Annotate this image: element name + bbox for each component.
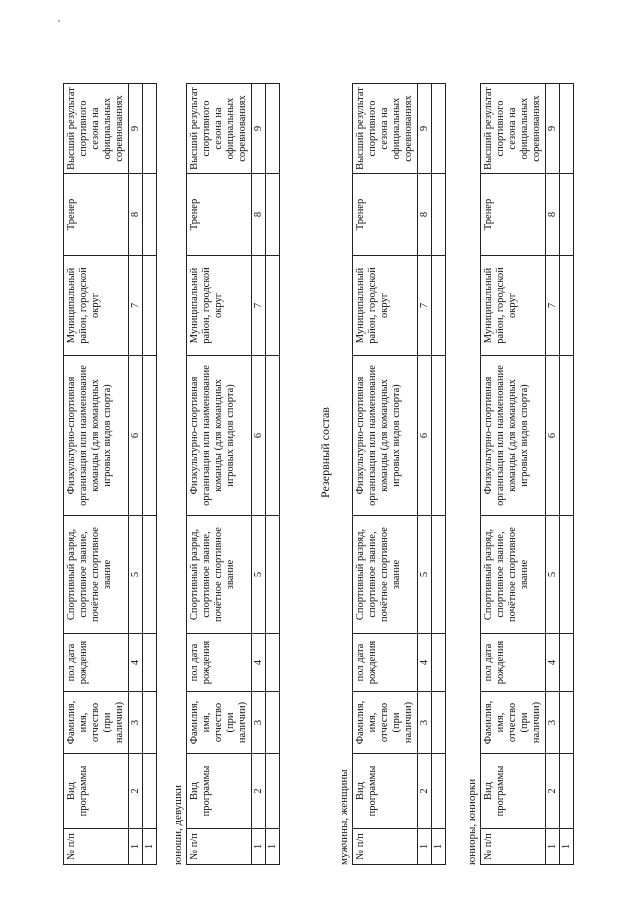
column-number-row <box>252 84 266 865</box>
header-cell: Муниципальный район, городской округ <box>353 256 418 356</box>
header-cell: Тренер <box>481 174 546 256</box>
header-cell: Спортивный разряд, спортивное звание, почётное спортивное звание <box>64 516 129 634</box>
row-index: 1 <box>432 829 446 865</box>
column-number: 9 <box>252 84 266 174</box>
header-cell: № п/п <box>187 829 252 865</box>
header-cell: № п/п <box>64 829 129 865</box>
header-row <box>64 84 129 865</box>
column-number: 1 <box>546 829 560 865</box>
header-cell: пол дата рождения <box>64 634 129 692</box>
row-index: 1 <box>560 829 574 865</box>
header-cell: пол дата рождения <box>353 634 418 692</box>
column-number: 5 <box>546 516 560 634</box>
header-cell: Тренер <box>187 174 252 256</box>
table-juniors-girls <box>186 83 280 865</box>
column-number: 6 <box>129 356 143 516</box>
column-number: 2 <box>129 754 143 829</box>
header-cell: пол дата рождения <box>481 634 546 692</box>
column-number: 5 <box>418 516 432 634</box>
header-cell: Спортивный разряд, спортивное звание, почётное спортивное звание <box>187 516 252 634</box>
header-cell: Физкультурно-спортивная организация или наименование команды (для командных игровых видов спорта) <box>481 356 546 516</box>
column-number: 6 <box>418 356 432 516</box>
header-cell: Спортивный разряд, спортивное звание, почётное спортивное звание <box>481 516 546 634</box>
column-number: 1 <box>418 829 432 865</box>
header-cell: Высший результат спортивного сезона на официальных соревнованиях <box>64 84 129 174</box>
header-cell: Фамилия, имя, отчество (при наличии) <box>187 692 252 754</box>
column-number: 8 <box>418 174 432 256</box>
header-cell: Фамилия, имя, отчество (при наличии) <box>353 692 418 754</box>
column-number: 2 <box>418 754 432 829</box>
column-number: 6 <box>252 356 266 516</box>
caption-juniors-girls: юноши, девушки <box>172 785 184 865</box>
column-number: 8 <box>546 174 560 256</box>
column-number-row <box>129 84 143 865</box>
header-cell: Вид программы <box>353 754 418 829</box>
row-index: 1 <box>143 829 157 865</box>
header-cell: Муниципальный район, городской округ <box>187 256 252 356</box>
column-number: 7 <box>546 256 560 356</box>
table-row <box>560 84 574 865</box>
header-cell: Физкультурно-спортивная организация или наименование команды (для командных игровых видов спорта) <box>187 356 252 516</box>
caption-juniors-men-women: юниоры, юниорки <box>466 778 478 865</box>
header-cell: Высший результат спортивного сезона на официальных соревнованиях <box>187 84 252 174</box>
column-number-row <box>546 84 560 865</box>
column-number: 4 <box>129 634 143 692</box>
column-number: 4 <box>418 634 432 692</box>
header-cell: Тренер <box>353 174 418 256</box>
column-number: 5 <box>129 516 143 634</box>
caption-men-women: мужчины, женщины <box>338 769 350 865</box>
header-cell: Тренер <box>64 174 129 256</box>
column-number: 9 <box>546 84 560 174</box>
column-number-row <box>418 84 432 865</box>
column-number: 7 <box>418 256 432 356</box>
header-cell: пол дата рождения <box>187 634 252 692</box>
header-cell: Высший результат спортивного сезона на официальных соревнованиях <box>481 84 546 174</box>
column-number: 6 <box>546 356 560 516</box>
column-number: 7 <box>129 256 143 356</box>
row-index: 1 <box>266 829 280 865</box>
table-main-team <box>63 83 157 865</box>
column-number: 5 <box>252 516 266 634</box>
column-number: 3 <box>129 692 143 754</box>
reserve-title: Резервный состав <box>318 407 332 498</box>
column-number: 1 <box>129 829 143 865</box>
header-cell: Вид программы <box>187 754 252 829</box>
table-row <box>432 84 446 865</box>
header-cell: Физкультурно-спортивная организация или наименование команды (для командных игровых видов спорта) <box>353 356 418 516</box>
header-cell: Высший результат спортивного сезона на официальных соревнованиях <box>353 84 418 174</box>
header-row <box>353 84 418 865</box>
table-juniors-men-women <box>480 83 574 865</box>
column-number: 7 <box>252 256 266 356</box>
header-cell: Муниципальный район, городской округ <box>481 256 546 356</box>
header-row <box>187 84 252 865</box>
column-number: 3 <box>546 692 560 754</box>
column-number: 9 <box>418 84 432 174</box>
header-cell: Вид программы <box>64 754 129 829</box>
column-number: 2 <box>546 754 560 829</box>
header-cell: № п/п <box>481 829 546 865</box>
header-cell: Вид программы <box>481 754 546 829</box>
header-cell: № п/п <box>353 829 418 865</box>
column-number: 3 <box>418 692 432 754</box>
column-number: 3 <box>252 692 266 754</box>
header-row <box>481 84 546 865</box>
column-number: 8 <box>252 174 266 256</box>
table-men-women <box>352 83 446 865</box>
column-number: 8 <box>129 174 143 256</box>
column-number: 4 <box>546 634 560 692</box>
table-row <box>266 84 280 865</box>
column-number: 4 <box>252 634 266 692</box>
header-cell: Фамилия, имя, отчество (при наличии) <box>64 692 129 754</box>
column-number: 9 <box>129 84 143 174</box>
column-number: 1 <box>252 829 266 865</box>
column-number: 2 <box>252 754 266 829</box>
header-cell: Фамилия, имя, отчество (при наличии) <box>481 692 546 754</box>
header-cell: Физкультурно-спортивная организация или наименование команды (для командных игровых видов спорта) <box>64 356 129 516</box>
table-row <box>143 84 157 865</box>
header-cell: Муниципальный район, городской округ <box>64 256 129 356</box>
header-cell: Спортивный разряд, спортивное звание, почётное спортивное звание <box>353 516 418 634</box>
